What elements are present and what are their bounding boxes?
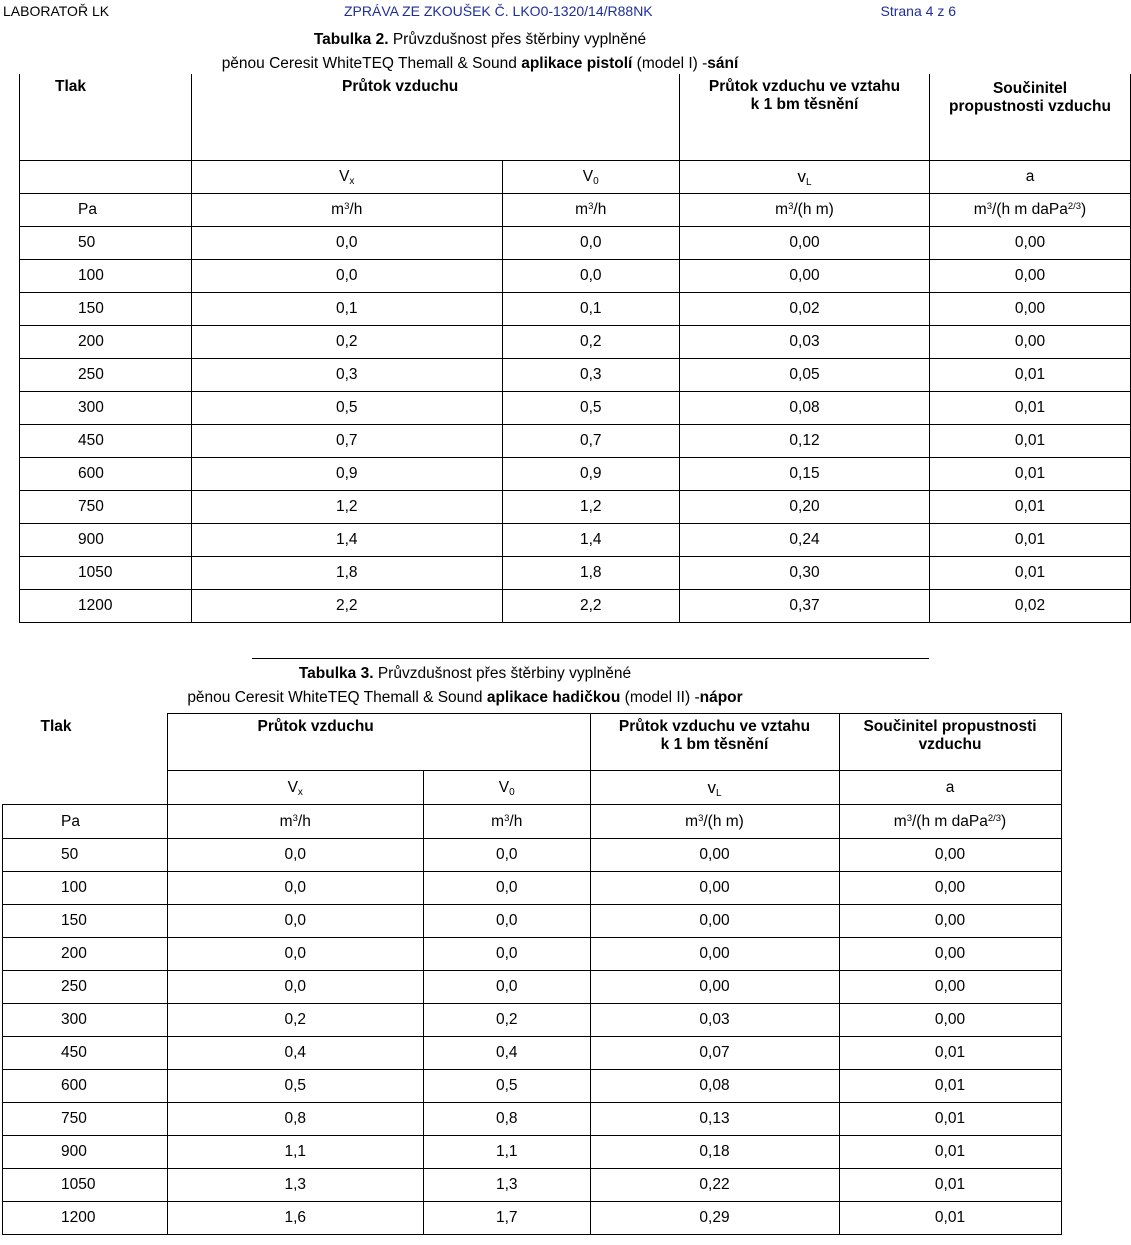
table-row [3,1202,1062,1235]
table-cell: 0,01 [839,1103,1061,1136]
table-cell: 100 [3,872,168,905]
table3-col-tlak: Tlak [3,714,168,771]
table2-col-prutok-spacer [502,74,680,161]
table-cell: 0,2 [167,1004,424,1037]
table3-units-row [3,805,1062,839]
table-cell: 0,00 [680,227,930,260]
table-cell: 50 [3,839,168,872]
table-row [3,1004,1062,1037]
table-cell: 0,00 [839,872,1061,905]
table-cell: 0,0 [502,260,680,293]
report-number: ZPRÁVA ZE ZKOUŠEK Č. LKO0-1320/14/R88NK [344,3,653,19]
table-cell: 1,2 [502,491,680,524]
table-cell: 600 [3,1070,168,1103]
table2-units-row [20,194,1131,227]
table-cell: 0,5 [167,1070,424,1103]
table-cell: 0,7 [192,425,503,458]
table-cell: 0,0 [167,971,424,1004]
table-cell: 0,5 [424,1070,591,1103]
table3-caption-line2: pěnou Ceresit WhiteTEQ Themall & Sound [187,689,487,706]
table-cell: 1050 [20,557,192,590]
table-cell: 0,1 [192,293,503,326]
table3-unit-a: $m^3/(h$ m daPa$^{2/3}$) [839,805,1061,839]
table-cell: 0,02 [680,293,930,326]
section-separator [252,658,929,659]
table-cell: 0,2 [424,1004,591,1037]
table-cell: 0,5 [502,392,680,425]
table-row [20,425,1131,458]
table-cell: 0,01 [930,491,1131,524]
table-cell: 0,22 [590,1169,839,1202]
table-cell: 100 [20,260,192,293]
table-row [3,1103,1062,1136]
table-cell: 1,1 [424,1136,591,1169]
table-cell: 0,02 [930,590,1131,623]
table-cell: 0,00 [590,938,839,971]
table-row [3,872,1062,905]
table-cell: 0,3 [192,359,503,392]
table-cell: 0,00 [930,227,1131,260]
table-cell: 900 [3,1136,168,1169]
table-row [20,359,1131,392]
table-cell: 1,7 [424,1202,591,1235]
table3-header-row [3,714,1062,771]
table-cell: 0,00 [839,938,1061,971]
table-cell: 0,01 [930,425,1131,458]
table-cell: 450 [3,1037,168,1070]
table-row [20,557,1131,590]
table-row [20,491,1131,524]
table-cell: 150 [20,293,192,326]
table2-caption [180,28,780,76]
table-cell: 0,1 [502,293,680,326]
table2-unit-v0: $m^3/h$ [502,194,680,227]
table3-col-soucinitel: Součinitel propustnosti vzduchu [839,714,1061,771]
table-row [20,524,1131,557]
table2-caption-model: (model I) - [632,55,708,72]
table3-caption [165,662,765,710]
table-cell: 0,13 [590,1103,839,1136]
table-cell: 0,0 [424,971,591,1004]
table-cell: 0,08 [680,392,930,425]
table-cell: 50 [20,227,192,260]
table-cell: 0,0 [167,938,424,971]
table-cell: 0,07 [590,1037,839,1070]
table-cell: 0,01 [930,458,1131,491]
table-cell: 1050 [3,1169,168,1202]
table3-col-prutok-spacer [424,714,591,771]
table-cell: 300 [20,392,192,425]
table2 [19,74,1131,623]
table-row [20,260,1131,293]
table-cell: 0,00 [839,905,1061,938]
table2-sym-vl: $v_L$ [680,161,930,194]
table-cell: 0,00 [590,872,839,905]
table-cell: 0,0 [502,227,680,260]
table-cell: 750 [20,491,192,524]
table-cell: 0,00 [590,971,839,1004]
table2-unit-vx: $m^3/h$ [192,194,503,227]
table2-sym-vx: $V_x$ [192,161,503,194]
table-row [3,1169,1062,1202]
table-cell: 0,0 [167,905,424,938]
table-cell: 450 [20,425,192,458]
table-cell: 300 [3,1004,168,1037]
table-cell: 0,08 [590,1070,839,1103]
table-cell: 0,00 [930,260,1131,293]
table3-col-prutok-vztah: Průtok vzduchu ve vztahu k 1 bm těsnění [590,714,839,771]
table3-caption-method: aplikace hadičkou [486,689,621,706]
table-cell: 0,0 [424,938,591,971]
table2-sym-empty [20,161,192,194]
table2-col-tlak: Tlak [20,74,192,161]
table-cell: 750 [3,1103,168,1136]
table-cell: 0,29 [590,1202,839,1235]
table-row [20,590,1131,623]
table-cell: 250 [20,359,192,392]
table-cell: 1200 [3,1202,168,1235]
table-cell: 0,0 [167,872,424,905]
table-cell: 0,24 [680,524,930,557]
table-cell: 0,4 [424,1037,591,1070]
table-cell: 0,00 [839,1004,1061,1037]
table-cell: 0,4 [167,1037,424,1070]
table-cell: 0,00 [680,260,930,293]
table-cell: 0,01 [839,1136,1061,1169]
table2-sym-a: a [930,161,1131,194]
table3-unit-vl: $m^3/(h$ m) [590,805,839,839]
table-cell: 0,01 [930,392,1131,425]
table-cell: 0,0 [424,872,591,905]
table3-caption-text: Průvzdušnost přes štěrbiny vyplněné [373,665,632,682]
table3-sym-a: a [839,771,1061,805]
page-header [0,3,960,21]
table-cell: 1,8 [502,557,680,590]
table3-unit-pa: Pa [3,805,168,839]
table-cell: 0,2 [502,326,680,359]
table2-col-prutok: Průtok vzduchu [192,74,503,161]
table-row [3,839,1062,872]
table3-caption-label: Tabulka 3. [298,665,374,682]
table-cell: 0,2 [192,326,503,359]
table-cell: 1,1 [167,1136,424,1169]
table-row [3,1037,1062,1070]
table2-unit-pa: Pa [20,194,192,227]
table-cell: 1200 [20,590,192,623]
table-row [20,326,1131,359]
table-cell: 0,00 [839,839,1061,872]
table-row [3,938,1062,971]
table-cell: 2,2 [502,590,680,623]
table-cell: 0,8 [167,1103,424,1136]
table-cell: 1,8 [192,557,503,590]
table-cell: 0,8 [424,1103,591,1136]
table-cell: 1,4 [192,524,503,557]
table-cell: 0,0 [424,839,591,872]
table3-caption-model: (model II) - [620,689,700,706]
table-cell: 900 [20,524,192,557]
table-row [3,905,1062,938]
table-row [3,1070,1062,1103]
table3-sym-vl: $v_L$ [590,771,839,805]
table3-sym-empty [3,771,168,805]
table3-unit-v0: $m^3/h$ [424,805,591,839]
table-cell: 0,01 [839,1169,1061,1202]
table2-col-soucinitel: Součinitel propustnosti vzduchu [930,74,1131,161]
table-cell: 0,03 [590,1004,839,1037]
table3-sym-vx: $V_x$ [167,771,424,805]
table-cell: 0,0 [192,227,503,260]
table2-caption-method: aplikace pistolí [521,55,633,72]
table-cell: 0,3 [502,359,680,392]
table2-symbol-row [20,161,1131,194]
table-row [20,293,1131,326]
table3-unit-vx: $m^3/h$ [167,805,424,839]
table3 [2,713,1062,1235]
table-cell: 600 [20,458,192,491]
table3-sym-v0: $V_0$ [424,771,591,805]
table2-unit-a: $m^3/(h$ m daPa$^{2/3}$) [930,194,1131,227]
table2-caption-line2: pěnou Ceresit WhiteTEQ Themall & Sound [221,55,522,72]
table-row [3,971,1062,1004]
table-cell: 2,2 [192,590,503,623]
table-cell: 0,00 [590,839,839,872]
table-cell: 1,3 [167,1169,424,1202]
table-cell: 0,37 [680,590,930,623]
table-cell: 0,00 [839,971,1061,1004]
table-cell: 0,15 [680,458,930,491]
table-cell: 0,05 [680,359,930,392]
table-cell: 0,01 [930,557,1131,590]
table-cell: 1,6 [167,1202,424,1235]
table2-sym-v0: $V_0$ [502,161,680,194]
table-cell: 0,03 [680,326,930,359]
table-cell: 0,20 [680,491,930,524]
table-cell: 1,3 [424,1169,591,1202]
table-cell: 0,5 [192,392,503,425]
table-cell: 0,9 [192,458,503,491]
table-cell: 250 [3,971,168,1004]
table3-symbol-row [3,771,1062,805]
table-cell: 0,30 [680,557,930,590]
table2-header-row [20,74,1131,161]
table-cell: 0,0 [424,905,591,938]
table3-caption-mode: nápor [699,689,743,706]
table-row [20,227,1131,260]
table-cell: 0,18 [590,1136,839,1169]
table2-caption-label: Tabulka 2. [313,31,389,48]
table-row [3,1136,1062,1169]
table-cell: 0,12 [680,425,930,458]
table-row [20,392,1131,425]
lab-name: LABORATOŘ LK [3,3,110,19]
table-cell: 200 [3,938,168,971]
table-cell: 150 [3,905,168,938]
table-cell: 0,9 [502,458,680,491]
page-number: Strana 4 z 6 [880,3,956,19]
table-cell: 0,00 [930,293,1131,326]
table-cell: 0,01 [839,1037,1061,1070]
table2-col-prutok-vztah: Průtok vzduchu ve vztahu k 1 bm těsnění [680,74,930,161]
table-row [20,458,1131,491]
table-cell: 1,4 [502,524,680,557]
table-cell: 0,0 [167,839,424,872]
table-cell: 1,2 [192,491,503,524]
table-cell: 0,0 [192,260,503,293]
table-cell: 0,7 [502,425,680,458]
table2-unit-vl: $m^3/(h$ m) [680,194,930,227]
table-cell: 0,01 [930,359,1131,392]
table-cell: 0,01 [930,524,1131,557]
table2-caption-mode: sání [707,55,739,72]
table-cell: 200 [20,326,192,359]
table-cell: 0,01 [839,1070,1061,1103]
table-cell: 0,00 [590,905,839,938]
table-cell: 0,01 [839,1202,1061,1235]
table-cell: 0,00 [930,326,1131,359]
table2-caption-text: Průvzdušnost přes štěrbiny vyplněné [388,31,647,48]
table3-col-prutok: Průtok vzduchu [167,714,424,771]
